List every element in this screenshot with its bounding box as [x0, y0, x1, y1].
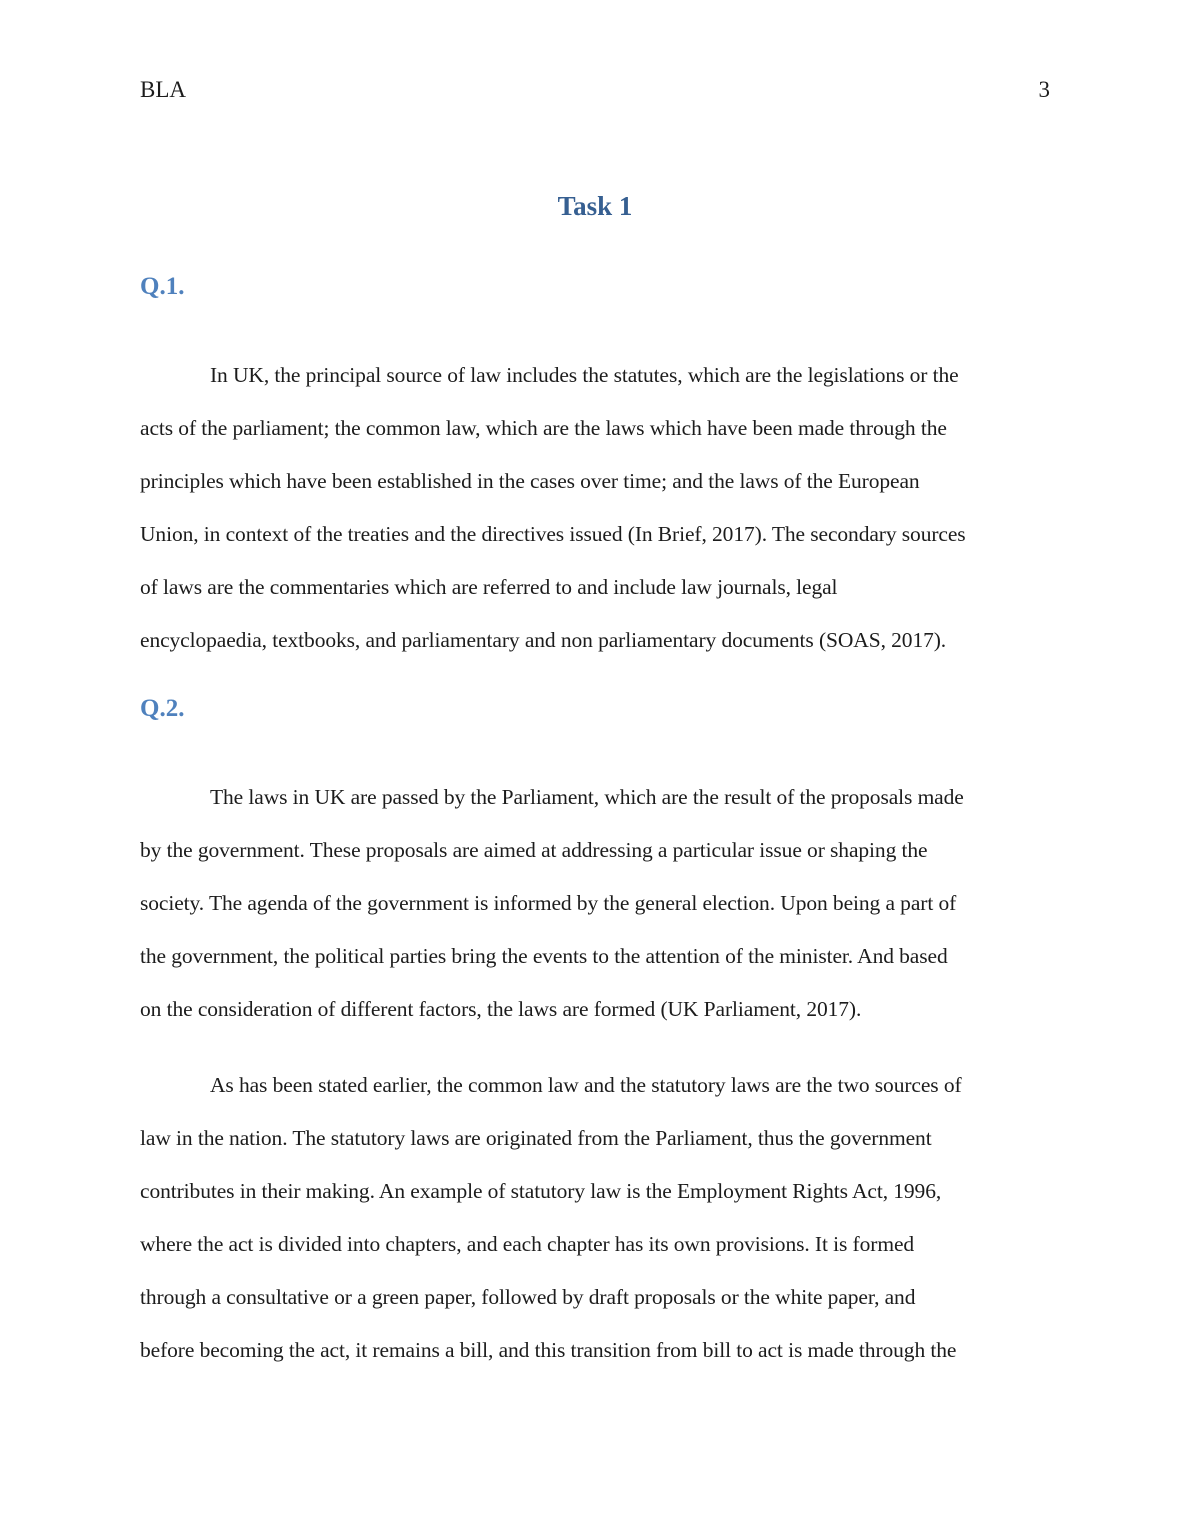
text-line: As has been stated earlier, the common law and the statutory laws are the two sources of [210, 1073, 962, 1097]
text-line: Union, in context of the treaties and the directives issued (In Brief, 2017). The secondary sources [140, 522, 966, 546]
text-line: encyclopaedia, textbooks, and parliamentary and non parliamentary documents (SOAS, 2017). [140, 628, 947, 652]
paragraph [140, 771, 1050, 1036]
section-q2 [140, 694, 1050, 1377]
text-line: The laws in UK are passed by the Parliament, which are the result of the proposals made [210, 785, 964, 809]
paragraph [140, 349, 1050, 667]
text-line: by the government. These proposals are aimed at addressing a particular issue or shaping the [140, 838, 928, 862]
section-heading-q1: Q.1. [140, 273, 185, 300]
text-line: of laws are the commentaries which are referred to and include law journals, legal [140, 575, 838, 599]
text-line: where the act is divided into chapters, and each chapter has its own provisions. It is formed [140, 1232, 915, 1256]
text-line: on the consideration of different factors, the laws are formed (UK Parliament, 2017). [140, 997, 862, 1021]
text-line: acts of the parliament; the common law, which are the laws which have been made through the [140, 416, 947, 440]
text-line: through a consultative or a green paper, followed by draft proposals or the white paper, and [140, 1285, 916, 1309]
running-head: BLA [140, 77, 186, 102]
page-header [140, 76, 1050, 104]
text-line: In UK, the principal source of law includes the statutes, which are the legislations or the [210, 363, 959, 387]
paragraph [140, 1059, 1050, 1377]
page-number: 3 [1038, 77, 1050, 102]
text-line: law in the nation. The statutory laws are originated from the Parliament, thus the government [140, 1126, 932, 1150]
text-line: principles which have been established in the cases over time; and the laws of the European [140, 469, 920, 493]
text-line: contributes in their making. An example of statutory law is the Employment Rights Act, 1996, [140, 1179, 942, 1203]
text-line: before becoming the act, it remains a bill, and this transition from bill to act is made through the [140, 1338, 957, 1362]
text-line: the government, the political parties bring the events to the attention of the minister. And based [140, 944, 948, 968]
text-line: society. The agenda of the government is informed by the general election. Upon being a part of [140, 891, 957, 915]
section-heading-q2: Q.2. [140, 695, 185, 722]
section-q1 [140, 272, 1050, 667]
document-title: Task 1 [557, 191, 633, 221]
